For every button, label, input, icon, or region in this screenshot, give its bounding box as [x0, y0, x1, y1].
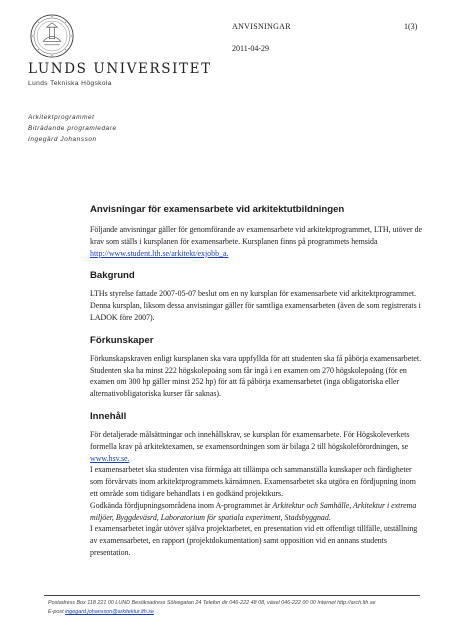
- innehall-p1-text: För detaljerade målsättningar och innehållskrav, se kursplan för examensarbete. För Högskoleverkets formella krav på arkitektexamen, se examensordningen som är bilaga 2 till högskoleförordningen, se: [90, 429, 410, 451]
- intro-paragraph: [90, 224, 425, 259]
- innehall-paragraph-3: [90, 500, 425, 524]
- document-type: ANVISNINGAR: [232, 22, 291, 31]
- exjobb-link[interactable]: http://www.student.lth.se/arkitekt/exjobb_a.: [90, 248, 229, 258]
- document-title: Anvisningar för examensarbete vid arkitektutbildningen: [90, 204, 345, 215]
- section-heading-bakgrund: Bakgrund: [90, 270, 135, 282]
- footer-address: Postadress Box 118 221 00 LUND Besöksadress Sölvegatan 24 Telefon dir 046-222 48 08, växel 046-222 00 00 Internet http://arch.lth.se: [48, 600, 376, 606]
- footer-divider: [44, 595, 420, 596]
- innehall-paragraph-1: [90, 429, 425, 464]
- section-heading-innehall: Innehåll: [90, 410, 127, 422]
- page-number: 1(3): [404, 22, 418, 31]
- innehall-p3-areas: Arkitektur och Samhälle, Arkitektur i extrema miljöer, Byggdeväsrd, Laboratorium för spatiala experiment, Stadsbyggnad.: [90, 500, 417, 522]
- document-date: 2011-04-29: [232, 44, 270, 53]
- footer-email-link[interactable]: ingegard.johansson@arkitektur.lth.se: [65, 609, 154, 615]
- sender-department: Arkitektprogrammet: [28, 114, 95, 121]
- university-name: LUNDS UNIVERSITET: [28, 61, 212, 77]
- sender-name: Ingegärd Johansson: [28, 136, 97, 143]
- footer-email-label: E-post: [48, 609, 66, 615]
- bakgrund-paragraph: LTHs styrelse fattade 2007-05-07 beslut om en ny kursplan för examensarbete vid arkitektprogrammet. Denna kursplan, liksom dessa anvisningar gäller för samtliga examensarbeten (även de som registrerats i LADOK före 2007).: [90, 289, 421, 322]
- sender-role: Biträdande programledare: [28, 125, 117, 132]
- hsv-link[interactable]: www.hsv.se.: [90, 453, 130, 463]
- forkunskaper-paragraph: Förkunskapskraven enligt kursplanen ska vara uppfyllda för att studenten ska få påbörja examensarbetet. Studenten ska ha minst 222 högskolepoäng som får ingå i en examen om 270 högskolepoäng (för en examen om 300 hp gäller minst 252 hp) för att få påbörja examensarbetet (inga obligatoriska eller alternativobligatoriska kurser får saknas).: [90, 353, 422, 399]
- university-seal-icon: [30, 14, 74, 58]
- innehall-p3-text: Godkända fördjupningsområdena inom A-programmet är: [90, 500, 273, 510]
- innehall-paragraph-2: I examensarbetet ska studenten visa förmåga att tillämpa och sammanställa kunskaper och färdigheter som förvärvats inom arkitektprogrammets kärnämnen. Examensarbetet ska utgöra en fördjupning inom ett område som tidigare behandlats i en godkänd projektkurs.: [90, 465, 416, 498]
- faculty-name: Lunds Tekniska Högskola: [28, 80, 112, 87]
- innehall-paragraph-4: I examensarbetet ingår utöver själva projektarbetet, en presentation vid ett offentligt tillfälle, utställning av examensarbetet, en rapport (projektdokumentation) samt opposition vid en annans students presentation.: [90, 524, 418, 557]
- document-body: [90, 204, 425, 559]
- section-heading-forkunskaper: Förkunskaper: [90, 334, 154, 346]
- footer-email-line: [48, 609, 154, 615]
- intro-text: Följande anvisningar gäller för genomförande av examensarbete vid arkitektprogrammet, LTH, utöver de krav som ställs i kursplanen för examensarbete. Kursplanen finns på programmets hemsida: [90, 225, 423, 246]
